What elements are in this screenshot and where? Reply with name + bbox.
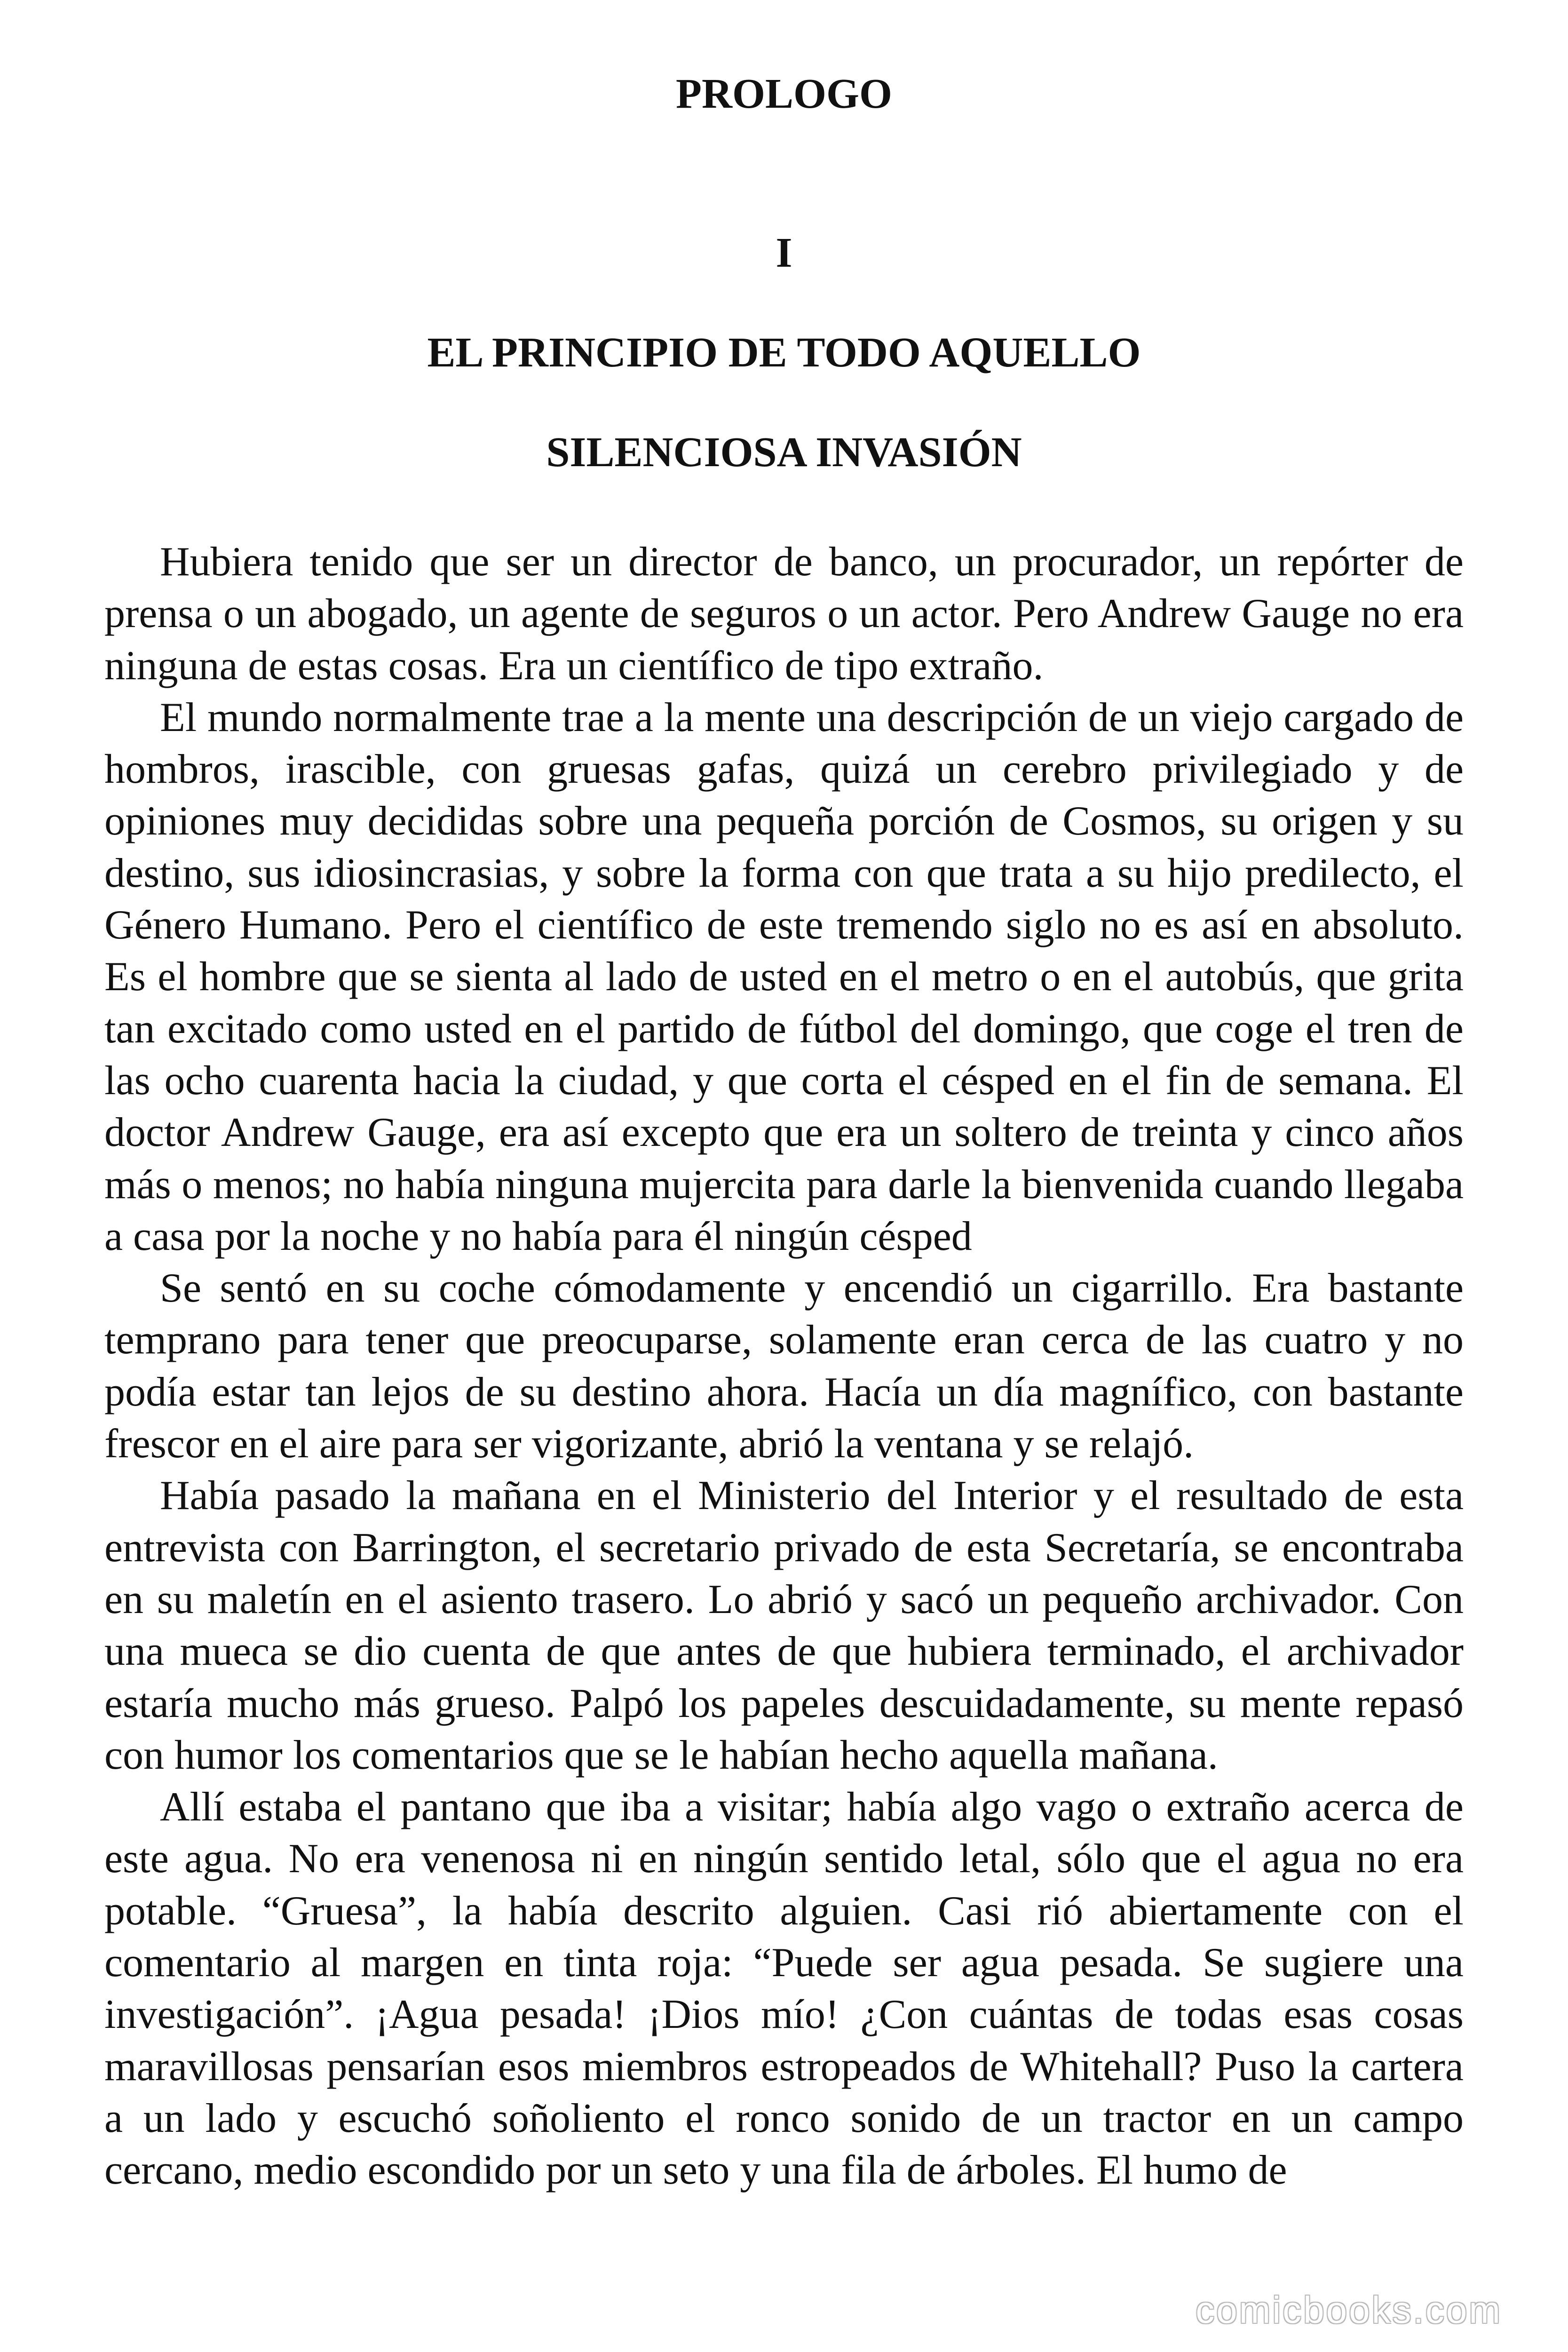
paragraph: Allí estaba el pantano que iba a visitar; había algo vago o extraño acerca de este agua. No era venenosa ni en ningún sentido letal, sólo que el agua no era potable. “Gruesa”, la había descrito alguien. Casi rió abiertamente con el comentario al margen en tinta roja: “Puede ser agua pesada. Se sugiere una investigación”. ¡Agua pesada! ¡Dios mío! ¿Con cuántas de todas esas cosas maravillosas pensarían esos miembros estropeados de Whitehall? Puso la cartera a un lado y escuchó soñoliento el ronco sonido de un tractor en un campo cercano, medio escondido por un seto y una fila de árboles. El humo de <box>104 1784 1464 2193</box>
paragraph: Se sentó en su coche cómodamente y encendió un cigarrillo. Era bastante temprano para tener que preocuparse, solamente eran cerca de las cuatro y no podía estar tan lejos de su destino ahora. Hacía un día magnífico, con bastante frescor en el aire para ser vigorizante, abrió la ventana y se relajó. <box>104 1265 1464 1467</box>
watermark: comicbooks.com <box>1196 2289 1502 2331</box>
prologue-heading: PROLOGO <box>675 71 893 117</box>
part-number-heading: I <box>776 230 792 276</box>
chapter-subtitle: SILENCIOSA INVASIÓN <box>546 429 1022 476</box>
paragraph: Hubiera tenido que ser un director de banco, un procurador, un repórter de prensa o un abogado, un agente de seguros o un actor. Pero Andrew Gauge no era ninguna de estas cosas. Era un científico de tipo extraño. <box>104 539 1464 689</box>
chapter-title: EL PRINCIPIO DE TODO AQUELLO <box>427 329 1141 376</box>
body-text <box>104 536 1464 2197</box>
paragraph: Había pasado la mañana en el Ministerio del Interior y el resultado de esta entrevista con Barrington, el secretario privado de esta Secretaría, se encontraba en su maletín en el asiento trasero. Lo abrió y sacó un pequeño archivador. Con una mueca se dio cuenta de que antes de que hubiera terminado, el archivador estaría mucho más grueso. Palpó los papeles descuidadamente, su mente repasó con humor los comentarios que se le habían hecho aquella mañana. <box>104 1473 1464 1778</box>
paragraph: El mundo normalmente trae a la mente una descripción de un viejo cargado de hombros, irascible, con gruesas gafas, quizá un cerebro privilegiado y de opiniones muy decididas sobre una pequeña porción de Cosmos, su origen y su destino, sus idiosincrasias, y sobre la forma con que trata a su hijo predilecto, el Género Humano. Pero el científico de este tremendo siglo no es así en absoluto. Es el hombre que se sienta al lado de usted en el metro o en el autobús, que grita tan excitado como usted en el partido de fútbol del domingo, que coge el tren de las ocho cuarenta hacia la ciudad, y que corta el césped en el fin de semana. El doctor Andrew Gauge, era así excepto que era un soltero de treinta y cinco años más o menos; no había ninguna mujercita para darle la bienvenida cuando llegaba a casa por la noche y no había para él ningún césped <box>104 694 1464 1259</box>
